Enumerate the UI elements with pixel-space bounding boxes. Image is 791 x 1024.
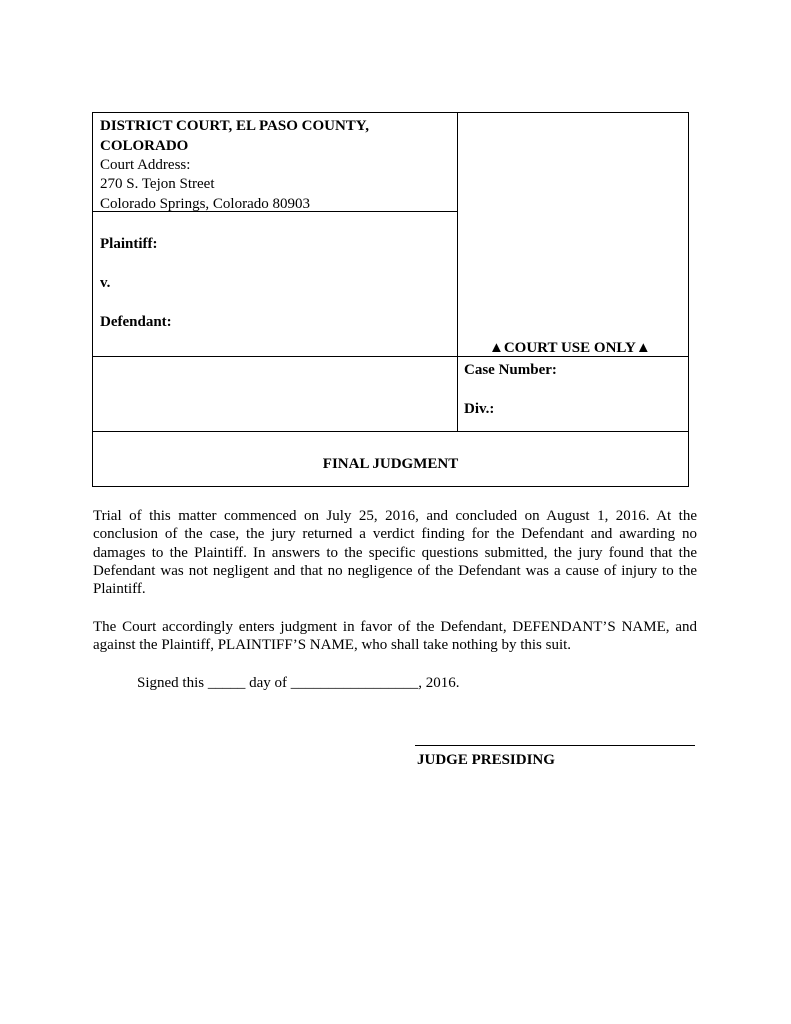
case-number-label: Case Number: — [464, 362, 557, 378]
judgment-paragraph-1: Trial of this matter commenced on July 25, 2016, and concluded on August 1, 2016. At the conclusion of the case, the jury returned a verdict finding for the Defendant and awarding no damages to the Plaintiff. In answers to the specific questions submitted, the jury found that the Defendant was not negligent and that no negligence of the Defendant was a cause of injury to the Plaintiff. — [93, 508, 697, 598]
judgment-paragraph-2: The Court accordingly enters judgment in favor of the Defendant, DEFENDANT’S NAME, and against the Plaintiff, PLAINTIFF’S NAME, who shall take nothing by this suit. — [93, 619, 697, 654]
caption-divider-case — [93, 431, 688, 432]
case-caption-table — [92, 112, 689, 487]
court-address-label: Court Address: — [100, 157, 191, 173]
versus-label: v. — [100, 275, 111, 291]
plaintiff-label: Plaintiff: — [100, 236, 158, 252]
defendant-label: Defendant: — [100, 314, 172, 330]
document-title: FINAL JUDGMENT — [322, 456, 459, 472]
division-label: Div.: — [464, 401, 495, 417]
court-name-line2: COLORADO — [100, 138, 189, 154]
judge-presiding-label: JUDGE PRESIDING — [417, 752, 555, 768]
caption-vertical-divider — [457, 113, 458, 432]
court-name-line1: DISTRICT COURT, EL PASO COUNTY, — [100, 118, 369, 134]
court-address-city: Colorado Springs, Colorado 80903 — [100, 196, 310, 212]
court-use-only-label: ▲COURT USE ONLY▲ — [489, 340, 651, 356]
judge-signature-line — [415, 745, 695, 746]
signed-date-line: Signed this _____ day of _________________, 2016. — [137, 675, 460, 691]
court-address-street: 270 S. Tejon Street — [100, 176, 215, 192]
